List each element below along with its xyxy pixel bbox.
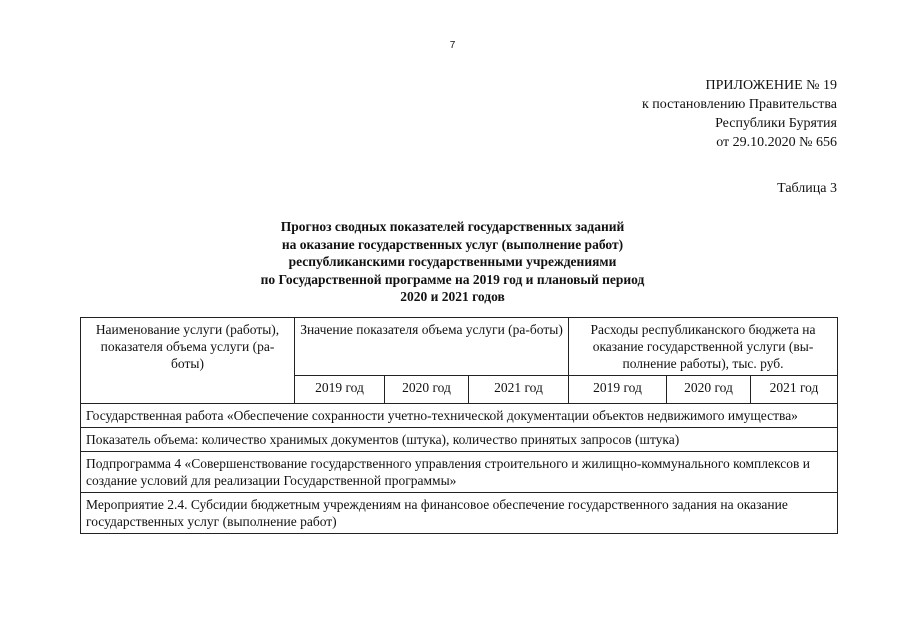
appendix-date: от 29.10.2020 № 656 [716, 135, 837, 150]
appendix-block [642, 76, 837, 152]
header-volume-value: Значение показателя объема услуги (ра-боты) [295, 318, 569, 376]
title-line-5: 2020 и 2021 годов [400, 289, 505, 304]
header-budget-expenses: Расходы республиканского бюджета на оказание государственной услуги (вы-полнение работы), тыс. руб. [569, 318, 838, 376]
title-line-4: по Государственной программе на 2019 год и плановый период [260, 271, 645, 287]
row-measure: Мероприятие 2.4. Субсидии бюджетным учреждениям на финансовое обеспечение государственного задания на оказание государственных услуг (выполнение работ) [81, 493, 838, 534]
year-cell: 2021 год [469, 376, 569, 404]
row-subprogram: Подпрограмма 4 «Совершенствование государственного управления строительного и жилищно-коммунального комплексов и создание условий для реализации Государственной программы» [81, 452, 838, 493]
table-row [81, 452, 838, 493]
year-cell: 2019 год [569, 376, 667, 404]
title-line-2: на оказание государственных услуг (выполнение работ) [281, 236, 624, 252]
document-title [0, 218, 905, 306]
year-cell: 2020 год [385, 376, 469, 404]
table-row [81, 493, 838, 534]
year-cell: 2019 год [295, 376, 385, 404]
year-cell: 2021 год [751, 376, 838, 404]
year-cell: 2020 год [667, 376, 751, 404]
table-label: Таблица 3 [777, 181, 837, 196]
header-service-name: Наименование услуги (работы), показателя объема услуги (ра-боты) [81, 318, 295, 404]
page-number: 7 [449, 40, 456, 51]
appendix-republic: Республики Бурятия [715, 116, 837, 131]
title-line-3: республиканскими государственными учреждениями [288, 254, 617, 269]
appendix-decree: к постановлению Правительства [641, 97, 837, 112]
table-row [81, 428, 838, 452]
table-header-row [81, 318, 838, 376]
appendix-number: ПРИЛОЖЕНИЕ № 19 [705, 78, 837, 93]
indicators-table [80, 317, 838, 534]
row-volume-indicator: Показатель объема: количество хранимых документов (штука), количество принятых запросов (штука) [81, 428, 838, 452]
row-state-work: Государственная работа «Обеспечение сохранности учетно-технической документации объектов недвижимого имущества» [81, 404, 838, 428]
table-row [81, 404, 838, 428]
title-line-1: Прогноз сводных показателей государственных заданий [280, 219, 625, 234]
